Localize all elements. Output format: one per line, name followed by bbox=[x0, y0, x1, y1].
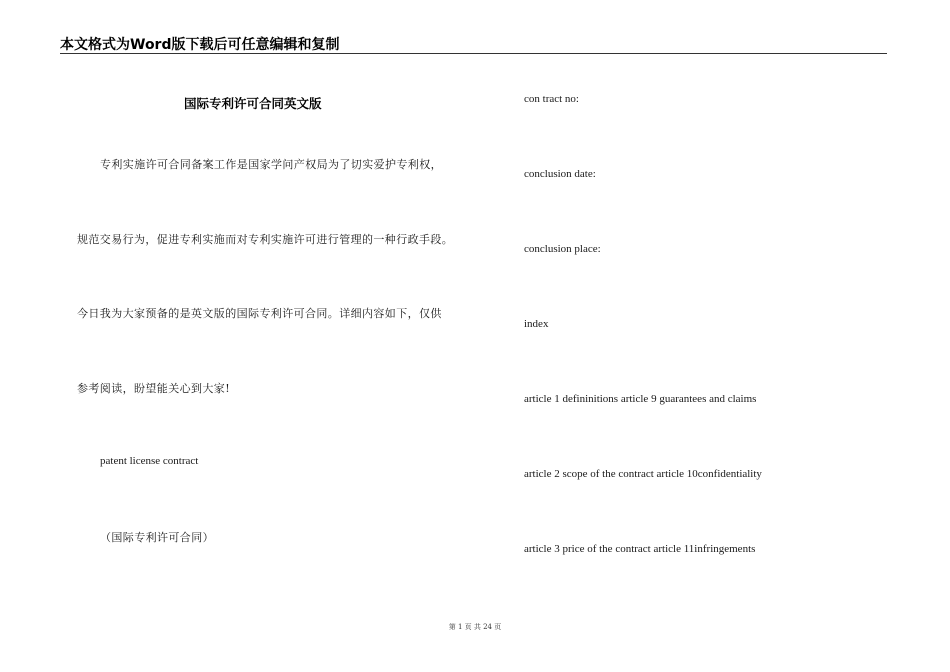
contract-number-label: con tract no: bbox=[524, 93, 579, 105]
conclusion-date-label: conclusion date: bbox=[524, 168, 596, 180]
index-entry: article 3 price of the contract article 11infringements bbox=[524, 543, 756, 555]
index-heading: index bbox=[524, 318, 549, 330]
header-divider bbox=[60, 53, 887, 54]
index-entry: article 1 defininitions article 9 guarantees and claims bbox=[524, 393, 757, 405]
intro-paragraph-line: 专利实施许可合同备案工作是国家学问产权局为了切实爱护专利权， bbox=[100, 158, 442, 171]
page-number-footer: 第 1 页 共 24 页 bbox=[448, 623, 502, 631]
intro-paragraph-line: 参考阅读，盼望能关心到大家! bbox=[77, 382, 231, 395]
intro-paragraph-line: 规范交易行为，促进专利实施而对专利实施许可进行管理的一种行政手段。 bbox=[77, 233, 454, 246]
document-header-title: 本文格式为Word版下载后可任意编辑和复制 bbox=[60, 37, 340, 53]
conclusion-place-label: conclusion place: bbox=[524, 243, 601, 255]
index-entry: article 2 scope of the contract article 10confidentiality bbox=[524, 468, 762, 480]
intro-paragraph-line: 今日我为大家预备的是英文版的国际专利许可合同。详细内容如下，仅供 bbox=[77, 307, 442, 320]
contract-title-chinese: （国际专利许可合同） bbox=[100, 531, 214, 544]
document-title: 国际专利许可合同英文版 bbox=[184, 96, 322, 111]
contract-title-english: patent license contract bbox=[100, 455, 199, 467]
